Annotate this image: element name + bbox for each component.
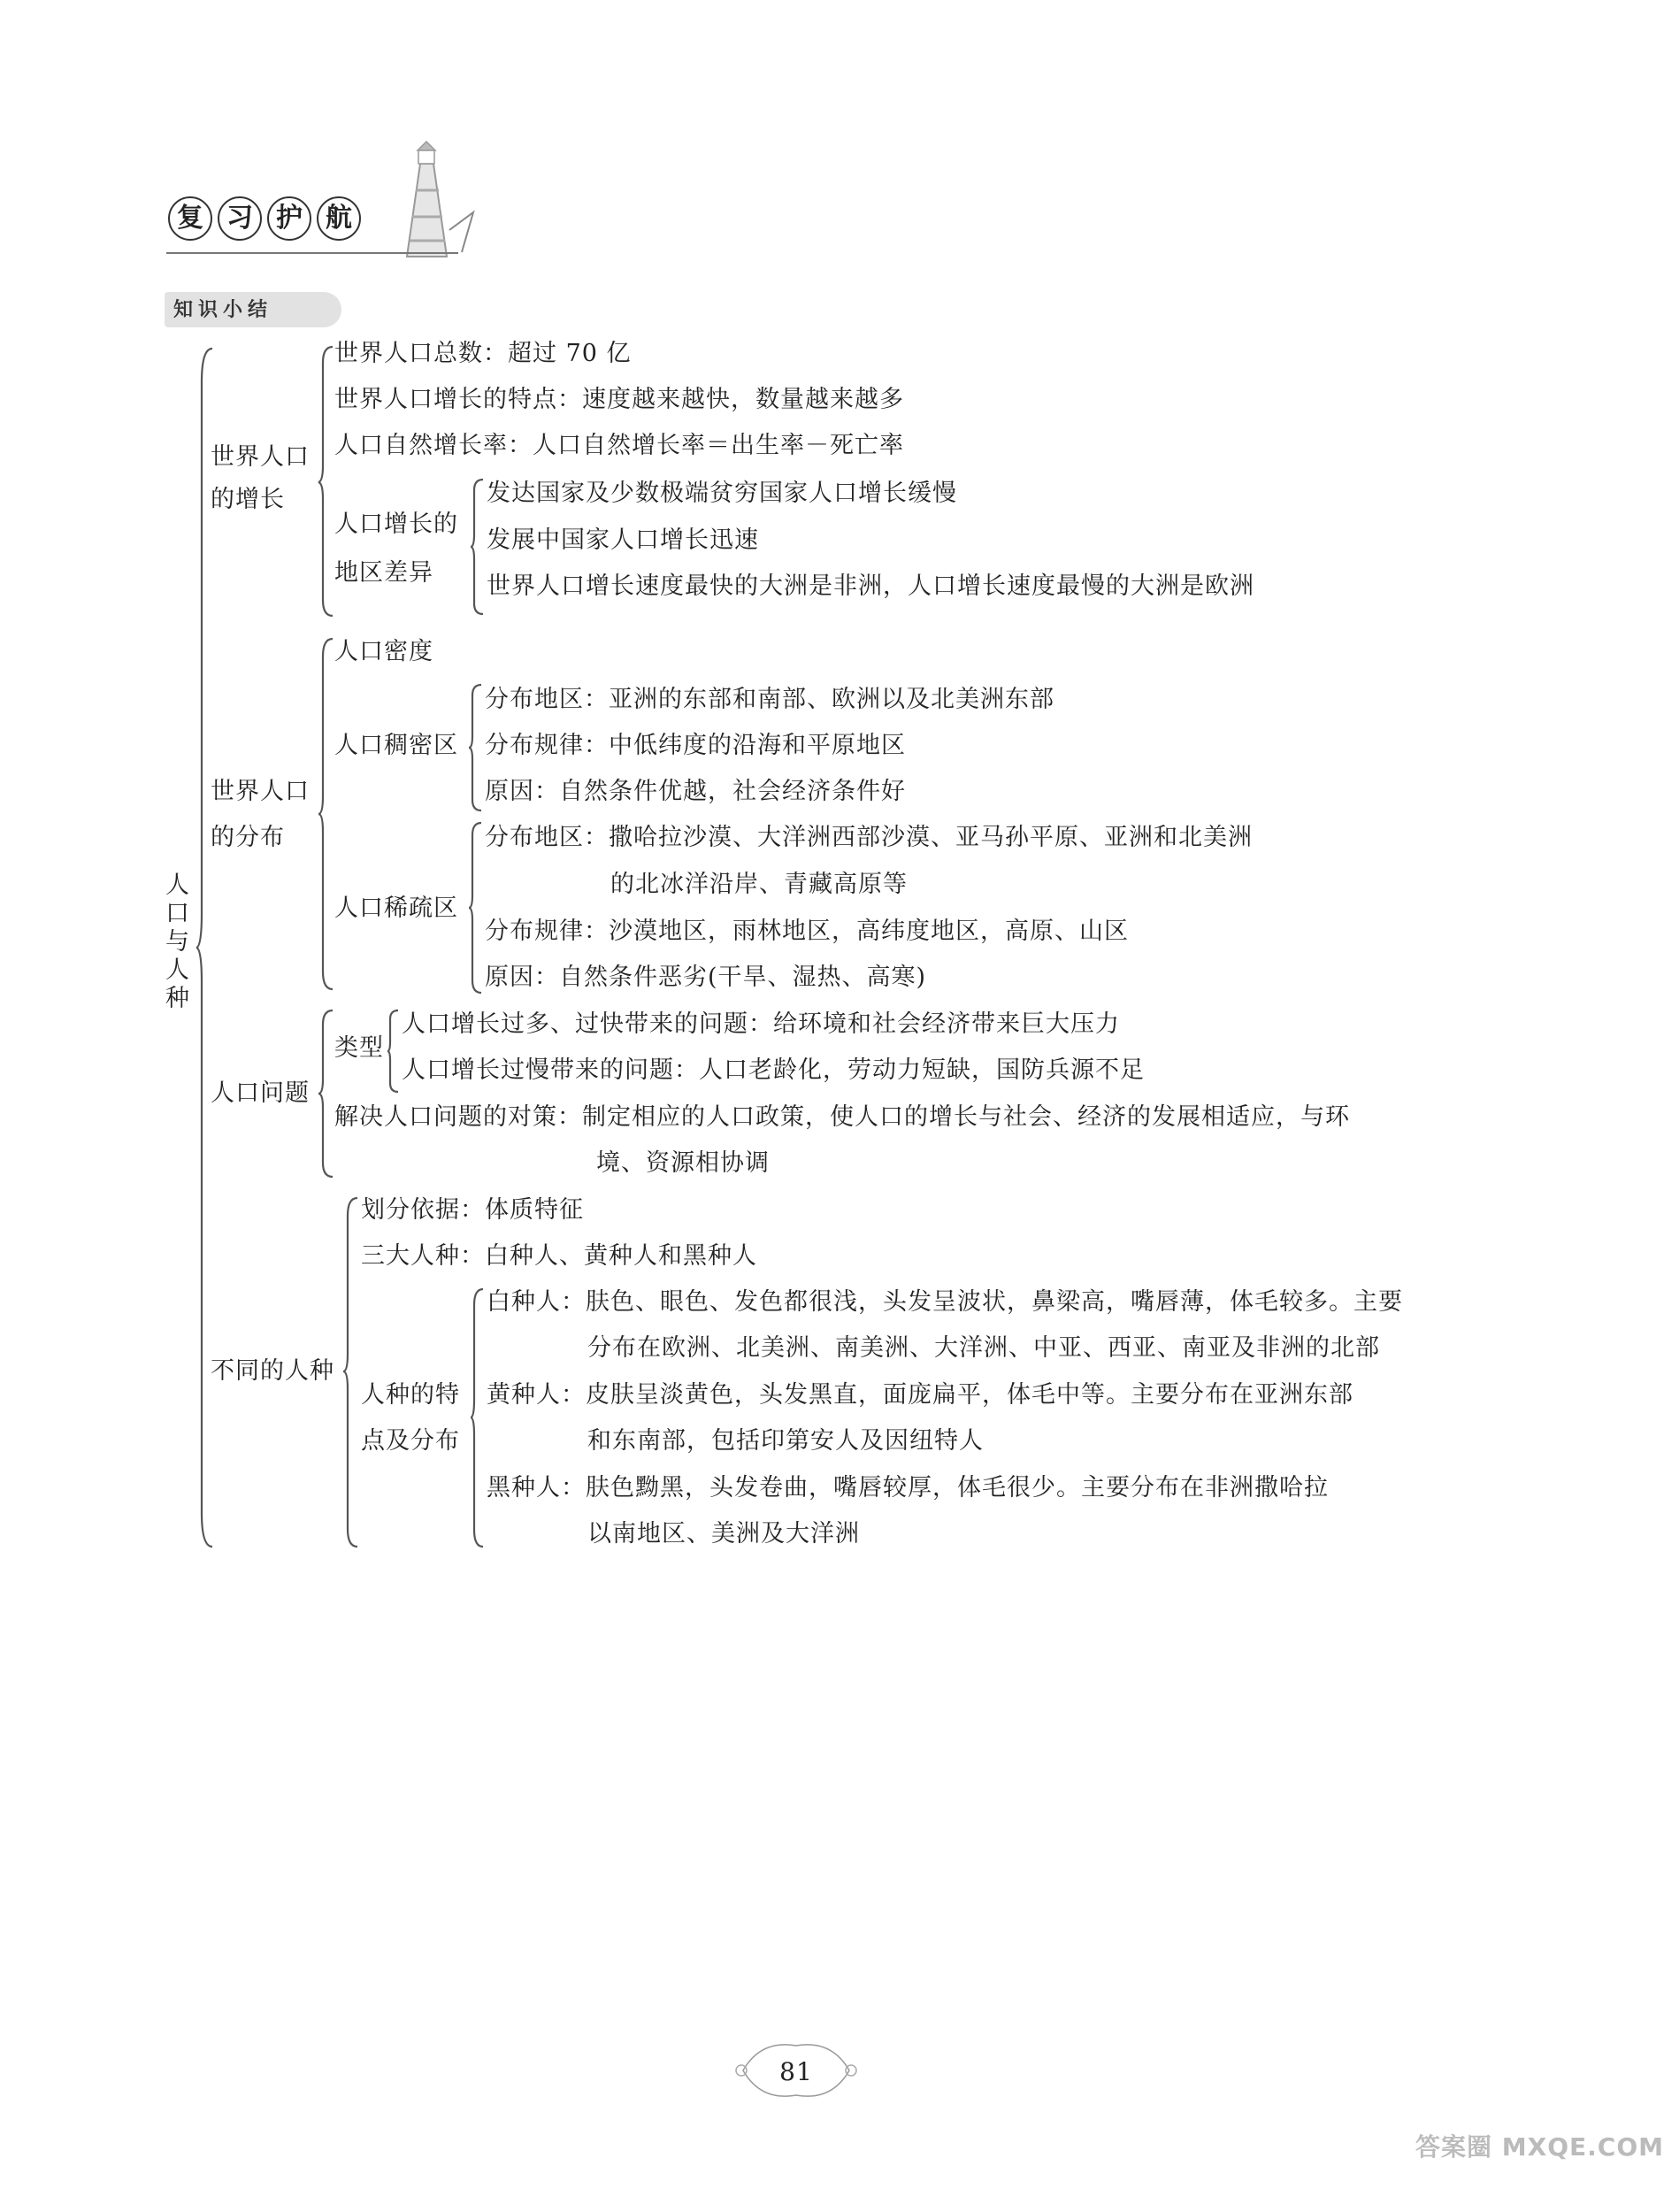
distribution-label-1: 世界人口	[211, 778, 310, 805]
dense-reason: 原因：自然条件优越，社会经济条件好	[485, 778, 906, 805]
dense-area: 分布地区：亚洲的东部和南部、欧洲以及北美洲东部	[485, 686, 1054, 713]
lighthouse-icon	[380, 142, 478, 261]
diff-label-2: 地区差异	[334, 559, 433, 587]
type-1: 人口增长过多、过快带来的问题：给环境和社会经济带来巨大压力	[402, 1010, 1120, 1038]
black-2: 以南地区、美洲及大洋洲	[587, 1520, 860, 1548]
brace-growth	[317, 345, 336, 618]
type-label: 类型	[334, 1034, 384, 1062]
diff-label-1: 人口增长的	[334, 511, 458, 538]
sparse-area-2: 的北冰洋沿岸、青藏高原等	[610, 871, 908, 898]
diff-2: 发展中国家人口增长迅速	[487, 526, 759, 554]
yellow-1: 黄种人：皮肤呈淡黄色，头发黑直，面庞扁平，体毛中等。主要分布在亚洲东部	[487, 1381, 1353, 1409]
races-label: 不同的人种	[211, 1357, 334, 1385]
density: 人口密度	[334, 638, 433, 665]
features-label-1: 人种的特	[361, 1381, 460, 1409]
subtitle: 知识小结	[173, 299, 273, 321]
yellow-2: 和东南部，包括印第安人及因纽特人	[587, 1427, 984, 1455]
header-rule	[166, 252, 458, 254]
sparse-label: 人口稀疏区	[334, 895, 458, 922]
solution-1: 解决人口问题的对策：制定相应的人口政策，使人口的增长与社会、经济的发展相适应，与环	[334, 1103, 1350, 1131]
type-2: 人口增长过慢带来的问题：人口老龄化，劳动力短缺，国防兵源不足	[402, 1056, 1145, 1084]
watermark-text: 答案圈 MXQE.COM	[1415, 2132, 1664, 2162]
dense-rule: 分布规律：中低纬度的沿海和平原地区	[485, 732, 906, 759]
sparse-area-1: 分布地区：撒哈拉沙漠、大洋洲西部沙漠、亚马孙平原、亚洲和北美洲	[485, 824, 1253, 851]
sparse-reason: 原因：自然条件恶劣(干旱、湿热、高寒)	[485, 964, 927, 991]
races-basis: 划分依据：体质特征	[361, 1196, 584, 1224]
distribution-label-2: 的分布	[211, 824, 285, 851]
diff-1: 发达国家及少数极端贫穷国家人口增长缓慢	[487, 480, 957, 507]
brace-problems	[317, 1009, 336, 1179]
title-char: 航	[317, 196, 361, 241]
white-1: 白种人：肤色、眼色、发色都很浅，头发呈波状，鼻梁高，嘴唇薄，体毛较多。主要	[487, 1288, 1403, 1316]
section-title	[168, 196, 361, 241]
dense-label: 人口稠密区	[334, 732, 458, 759]
title-char: 习	[218, 196, 262, 241]
races-three: 三大人种：白种人、黄种人和黑种人	[361, 1242, 757, 1270]
solution-2: 境、资源相协调	[596, 1149, 770, 1177]
sparse-rule: 分布规律：沙漠地区，雨林地区，高纬度地区，高原、山区	[485, 918, 1129, 945]
page-number: 81	[779, 2057, 813, 2086]
white-2: 分布在欧洲、北美洲、南美洲、大洋洲、中亚、西亚、南亚及非洲的北部	[587, 1334, 1380, 1362]
title-char: 复	[168, 196, 212, 241]
title-char: 护	[267, 196, 311, 241]
black-1: 黑种人：肤色黝黑，头发卷曲，嘴唇较厚，体毛很少。主要分布在非洲撒哈拉	[487, 1474, 1329, 1502]
root-label: 人口与人种	[165, 872, 190, 1012]
brace-dense	[467, 683, 485, 812]
brace-features	[469, 1287, 487, 1548]
brace-diff	[469, 478, 487, 616]
growth-total: 世界人口总数：超过 70 亿	[334, 340, 632, 367]
brace-sparse	[467, 821, 485, 995]
features-label-2: 点及分布	[361, 1427, 460, 1455]
brace-distribution	[317, 637, 336, 991]
growth-rate: 人口自然增长率：人口自然增长率＝出生率－死亡率	[334, 432, 904, 459]
growth-label-2: 的增长	[211, 486, 285, 513]
growth-features: 世界人口增长的特点：速度越来越快，数量越来越多	[334, 386, 904, 413]
growth-label-1: 世界人口	[211, 443, 310, 471]
brace-type	[386, 1009, 402, 1094]
brace-races	[341, 1196, 361, 1548]
diff-3: 世界人口增长速度最快的大洲是非洲，人口增长速度最慢的大洲是欧洲	[487, 572, 1254, 600]
problems-label: 人口问题	[211, 1079, 310, 1107]
